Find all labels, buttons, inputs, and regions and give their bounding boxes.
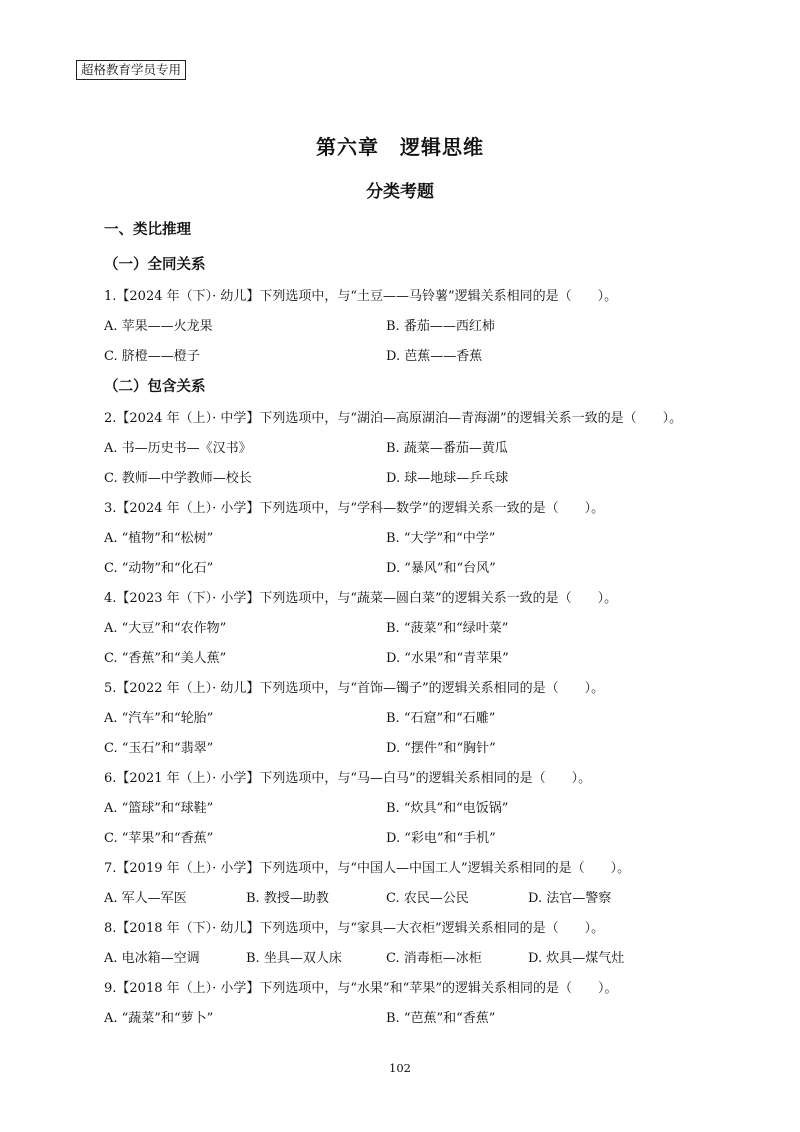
option-d: D. “彩电”和“手机” [386, 831, 496, 846]
option-c: C. “玉石”和“翡翠” [104, 741, 214, 756]
option-d: D. 球—地球—乒乓球 [386, 471, 509, 486]
option-d: D. 芭蕉——香蕉 [386, 349, 483, 364]
subsection-heading: （二）包含关系 [104, 378, 206, 395]
option-d: D. 炊具—煤气灶 [528, 951, 625, 966]
option-b: B. 蔬菜—番茄—黄瓜 [386, 441, 508, 456]
option-c: C. 消毒柜—冰柜 [386, 951, 482, 966]
option-a: A. “植物”和“松树” [104, 531, 214, 546]
question-stem: 7.【2019 年（上）· 小学】下列选项中，与“中国人—中国工人”逻辑关系相同的是（ ）。 [104, 861, 631, 876]
option-a: A. “汽车”和“轮胎” [104, 711, 214, 726]
section-heading: 一、类比推理 [104, 221, 191, 238]
option-a: A. “蔬菜”和“萝卜” [104, 1011, 214, 1026]
option-d: D. “摆件”和“胸针” [386, 741, 496, 756]
option-b: B. “菠菜”和“绿叶菜” [386, 621, 509, 636]
student-only-stamp: 超格教育学员专用 [76, 60, 186, 80]
question-stem: 8.【2018 年（下）· 幼儿】下列选项中，与“家具—大衣柜”逻辑关系相同的是（ ）。 [104, 921, 605, 936]
option-b: B. “石窟”和“石雕” [386, 711, 496, 726]
option-a: A. “篮球”和“球鞋” [104, 801, 214, 816]
option-d: D. “暴风”和“台风” [386, 561, 496, 576]
chapter-title: 第六章 逻辑思维 [316, 135, 484, 159]
option-c: C. “动物”和“化石” [104, 561, 214, 576]
question-stem: 5.【2022 年（上）· 幼儿】下列选项中，与“首饰—镯子”的逻辑关系相同的是（ ）。 [104, 681, 605, 696]
option-a: A. 电冰箱—空调 [104, 951, 200, 966]
option-a: A. 书—历史书—《汉书》 [104, 441, 252, 456]
question-stem: 1.【2024 年（下）· 幼儿】下列选项中，与“土豆——马铃薯”逻辑关系相同的是（ ）。 [104, 289, 618, 304]
question-stem: 6.【2021 年（上）· 小学】下列选项中，与“马—白马”的逻辑关系相同的是（ ）。 [104, 771, 592, 786]
question-stem: 3.【2024 年（上）· 小学】下列选项中，与“学科—数学”的逻辑关系一致的是（ ）。 [104, 501, 605, 516]
option-c: C. “香蕉”和“美人蕉” [104, 651, 227, 666]
option-a: A. 军人—军医 [104, 891, 187, 906]
option-d: D. 法官—警察 [528, 891, 612, 906]
option-b: B. 番茄——西红柿 [386, 319, 495, 334]
question-stem: 2.【2024 年（上）· 中学】下列选项中，与“湖泊—高原湖泊—青海湖”的逻辑关系一致的是（ ）。 [104, 411, 683, 426]
question-stem: 9.【2018 年（上）· 小学】下列选项中，与“水果”和“苹果”的逻辑关系相同的是（ ）。 [104, 981, 618, 996]
option-b: B. “炊具”和“电饭锅” [386, 801, 509, 816]
option-d: D. “水果”和“青苹果” [386, 651, 509, 666]
option-c: C. 教师—中学教师—校长 [104, 471, 252, 486]
subsection-heading: （一）全同关系 [104, 256, 206, 273]
option-b: B. 教授—助教 [246, 891, 329, 906]
option-c: C. “苹果”和“香蕉” [104, 831, 214, 846]
section-subtitle: 分类考题 [366, 182, 434, 202]
option-b: B. “大学”和“中学” [386, 531, 496, 546]
option-b: B. 坐具—双人床 [246, 951, 342, 966]
page-number: 102 [389, 1061, 411, 1075]
option-a: A. “大豆”和“农作物” [104, 621, 227, 636]
option-b: B. “芭蕉”和“香蕉” [386, 1011, 496, 1026]
option-c: C. 脐橙——橙子 [104, 349, 200, 364]
question-stem: 4.【2023 年（下）· 小学】下列选项中，与“蔬菜—圆白菜”的逻辑关系一致的是（ ）。 [104, 591, 618, 606]
option-a: A. 苹果——火龙果 [104, 319, 213, 334]
option-c: C. 农民—公民 [386, 891, 469, 906]
